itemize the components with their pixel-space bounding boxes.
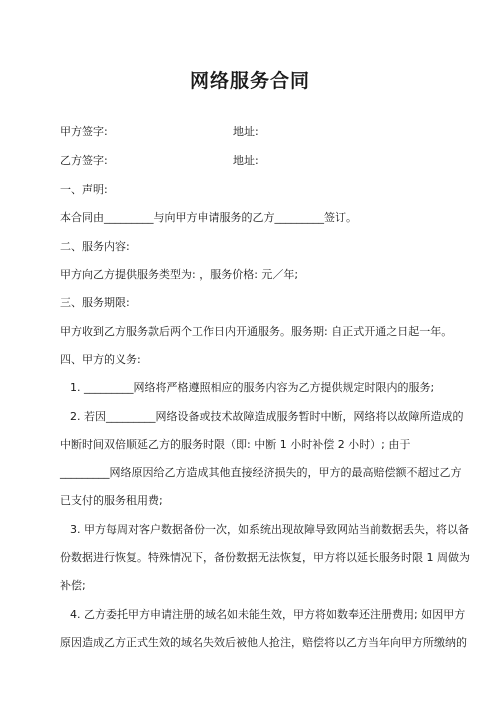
obligation-item-2-line-2: 中断时间双倍顺延乙方的服务时限（即: 中断 1 小时补偿 2 小时）; 由于 — [60, 438, 411, 451]
obligation-item-2-line-4: 已支付的服务租用费; — [60, 494, 163, 507]
party-a-address-label: 地址: — [233, 125, 259, 138]
section1-heading: 一、声明: — [60, 183, 108, 196]
party-a-sign-label: 甲方签字: — [60, 125, 108, 138]
party-b-sign-label: 乙方签字: — [60, 154, 108, 167]
obligation-item-2-line-1: 2. 若因_________网络设备或技术故障造成服务暂时中断，网络将以故障所造成的 — [70, 410, 464, 423]
section3-text: 甲方收到乙方服务款后两个工作日内开通服务。服务期: 自正式开通之日起一年。 — [60, 325, 453, 338]
section3-heading: 三、服务期限: — [60, 296, 130, 309]
section4-heading: 四、甲方的义务: — [60, 353, 141, 366]
obligation-item-2-line-3: _________网络原因给乙方造成其他直接经济损失的，甲方的最高赔偿额不超过乙方 — [60, 466, 462, 479]
obligation-item-4-line-2: 原因造成乙方正式生效的域名失效后被他人抢注，赔偿将以乙方当年向甲方所缴纳的 — [60, 636, 467, 649]
obligation-item-4-line-1: 4. 乙方委托甲方申请注册的域名如未能生效，甲方将如数奉还注册费用; 如因甲方 — [70, 608, 466, 621]
obligation-item-3-line-3: 补偿; — [60, 579, 86, 592]
contract-title: 网络服务合同 — [189, 70, 310, 92]
obligation-item-1: 1. _________网络将严格遵照相应的服务内容为乙方提供规定时限内的服务; — [70, 381, 435, 394]
section1-text: 本合同由_________与向甲方申请服务的乙方_________签订。 — [60, 211, 357, 224]
obligation-item-3-line-1: 3. 甲方每周对客户数据备份一次，如系统出现故障导致网站当前数据丢失，将以备 — [70, 523, 469, 536]
party-b-address-label: 地址: — [233, 154, 259, 167]
section2-text: 甲方向乙方提供服务类型为: ，服务价格: 元／年; — [60, 268, 299, 281]
section2-heading: 二、服务内容: — [60, 240, 130, 253]
obligation-item-3-line-2: 份数据进行恢复。特殊情况下，备份数据无法恢复，甲方将以延长服务时限 1 周做为 — [60, 551, 470, 564]
